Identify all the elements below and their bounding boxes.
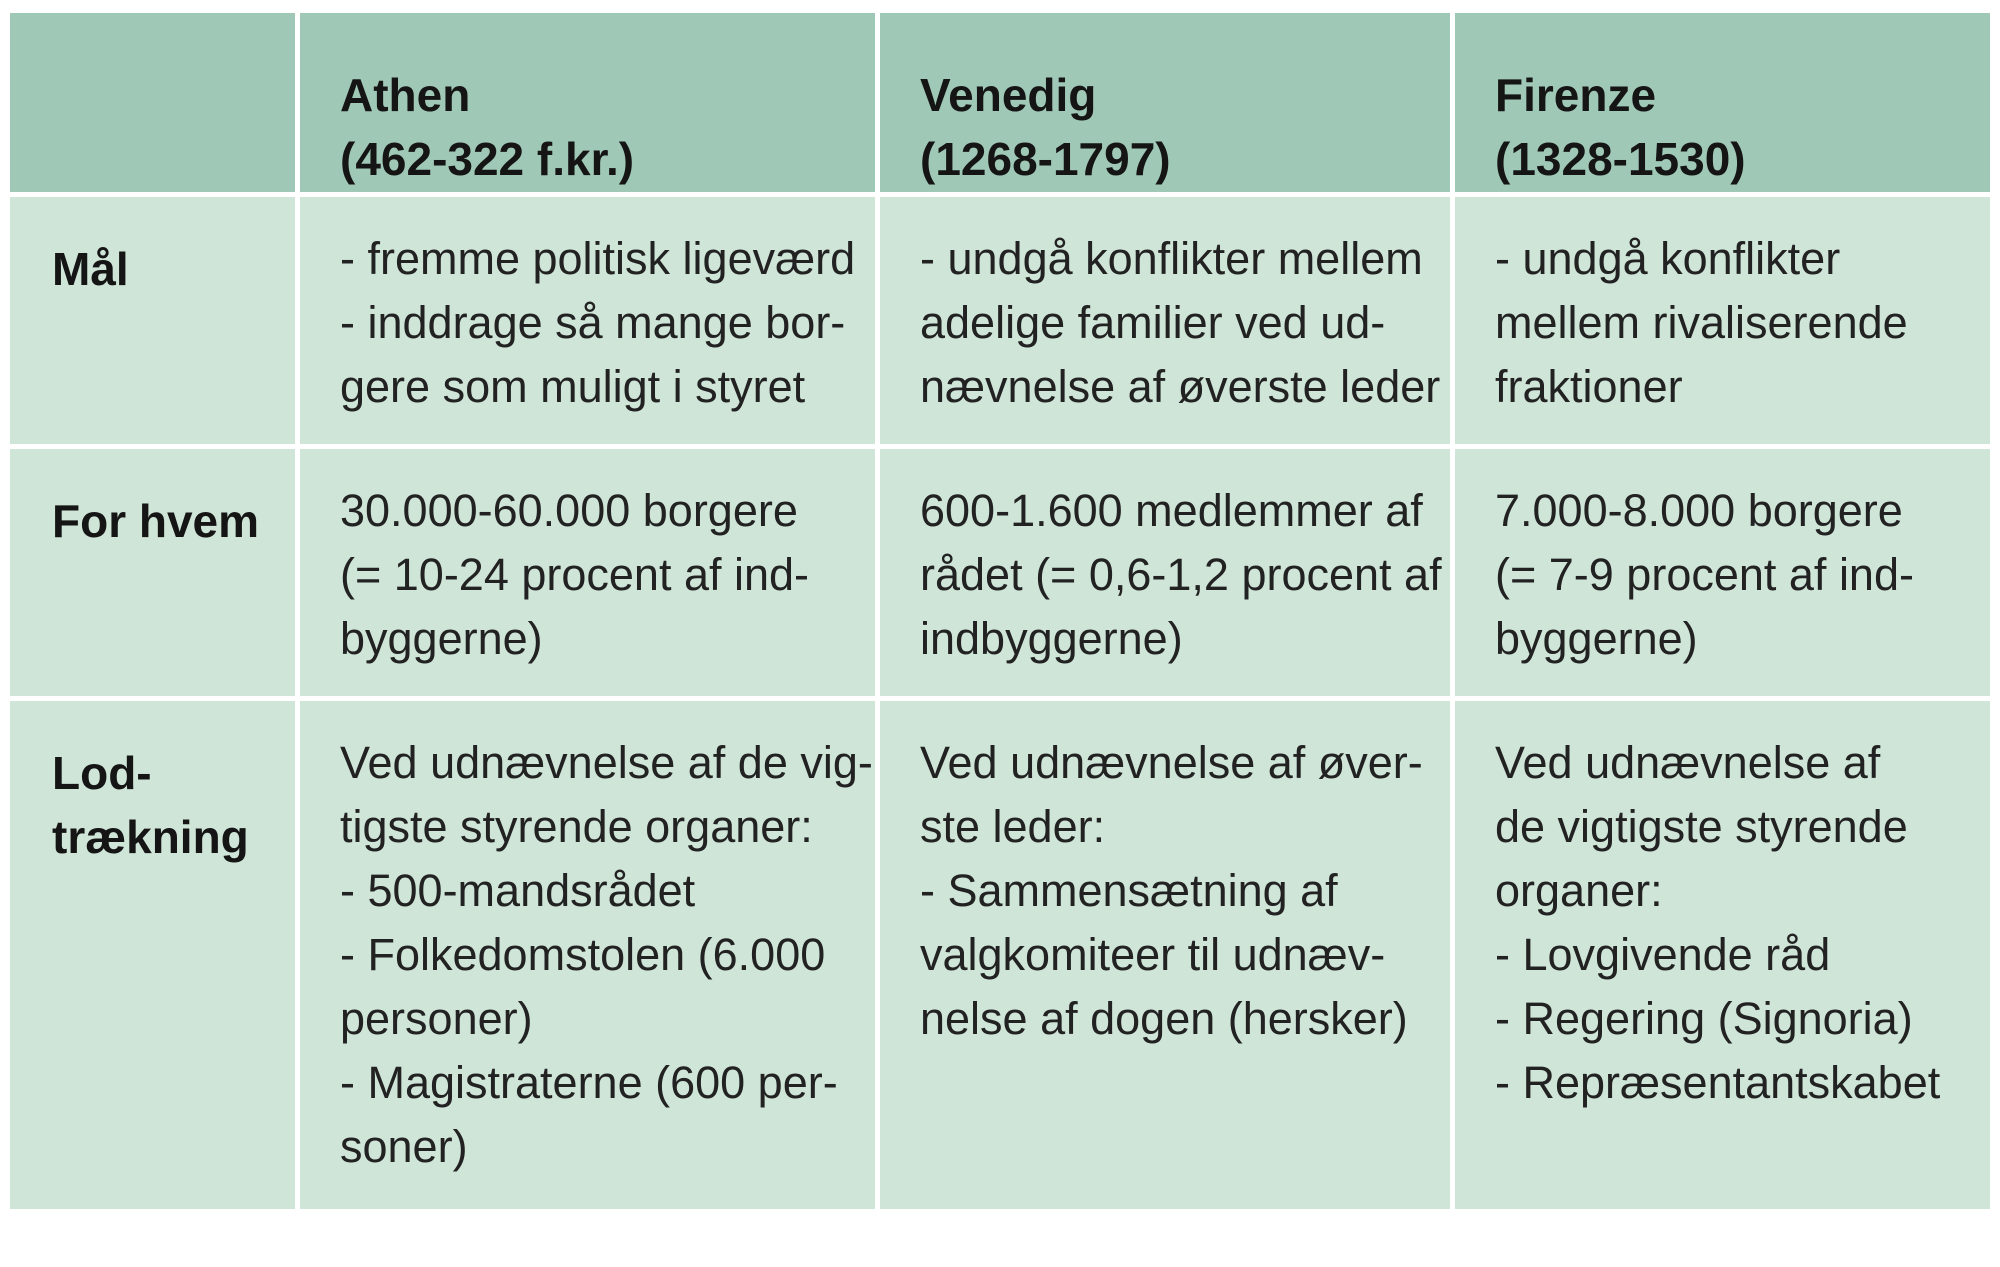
cell-line: soner): [340, 1121, 468, 1172]
header-cell-venedig: [880, 13, 1455, 197]
cell-line: - fremme politisk ligeværd: [340, 233, 856, 284]
cell-line: - Regering (Signoria): [1495, 993, 1913, 1044]
cell-line: gere som muligt i styret: [340, 361, 806, 412]
header-period: (1268-1797): [920, 133, 1171, 185]
cell-lodtraekning-venedig: [880, 701, 1455, 1209]
cell-line: - Magistraterne (600 per-: [340, 1057, 838, 1108]
cell-line: - Sammensætning af: [920, 865, 1338, 916]
cell-for-hvem-firenze: [1455, 449, 1990, 701]
cell-line: adelige familier ved ud-: [920, 297, 1386, 348]
header-name: Athen: [340, 69, 471, 121]
row-label-maal: [10, 197, 300, 449]
header-name: Firenze: [1495, 69, 1657, 121]
cell-for-hvem-athen: [300, 449, 880, 701]
row-label-for-hvem: [10, 449, 300, 701]
header-corner-cell: [10, 13, 300, 197]
cell-line: - Repræsentantskabet: [1495, 1057, 1941, 1108]
cell-line: indbyggerne): [920, 613, 1183, 664]
cell-line: valgkomiteer til udnæv-: [920, 929, 1386, 980]
cell-line: byggerne): [1495, 613, 1698, 664]
header-cell-firenze: [1455, 13, 1990, 197]
cell-line: - undgå konflikter mellem: [920, 233, 1423, 284]
cell-maal-athen: [300, 197, 880, 449]
cell-line: nævnelse af øverste leder: [920, 361, 1441, 412]
cell-line: 600-1.600 medlemmer af: [920, 485, 1423, 536]
row-label-line: Lod-: [52, 747, 152, 799]
cell-line: Ved udnævnelse af de vig-: [340, 737, 873, 788]
row-label-line: trækning: [52, 811, 249, 863]
cell-line: - inddrage så mange bor-: [340, 297, 846, 348]
cell-maal-firenze: [1455, 197, 1990, 449]
cell-line: Ved udnævnelse af: [1495, 737, 1881, 788]
header-period: (462-322 f.kr.): [340, 133, 635, 185]
cell-line: - Lovgivende råd: [1495, 929, 1831, 980]
cell-line: Ved udnævnelse af øver-: [920, 737, 1423, 788]
row-label-line: For hvem: [52, 495, 260, 547]
header-name: Venedig: [920, 69, 1097, 121]
header-period: (1328-1530): [1495, 133, 1746, 185]
cell-line: (= 7-9 procent af ind-: [1495, 549, 1914, 600]
cell-for-hvem-venedig: [880, 449, 1455, 701]
cell-line: ste leder:: [920, 801, 1106, 852]
cell-lodtraekning-firenze: [1455, 701, 1990, 1209]
cell-line: de vigtigste styrende: [1495, 801, 1908, 852]
cell-line: - Folkedomstolen (6.000: [340, 929, 826, 980]
cell-line: rådet (= 0,6-1,2 procent af: [920, 549, 1442, 600]
cell-line: fraktioner: [1495, 361, 1683, 412]
cell-line: nelse af dogen (hersker): [920, 993, 1408, 1044]
cell-line: - undgå konflikter: [1495, 233, 1841, 284]
cell-line: (= 10-24 procent af ind-: [340, 549, 810, 600]
cell-maal-venedig: [880, 197, 1455, 449]
cell-line: mellem rivaliserende: [1495, 297, 1908, 348]
cell-line: organer:: [1495, 865, 1663, 916]
row-label-line: Mål: [52, 243, 129, 295]
cell-line: byggerne): [340, 613, 543, 664]
cell-line: - 500-mandsrådet: [340, 865, 696, 916]
cell-line: 30.000-60.000 borgere: [340, 485, 798, 536]
row-label-lodtraekning: [10, 701, 300, 1209]
cell-lodtraekning-athen: [300, 701, 880, 1209]
cell-line: tigste styrende organer:: [340, 801, 813, 852]
cell-line: 7.000-8.000 borgere: [1495, 485, 1903, 536]
header-cell-athen: [300, 13, 880, 197]
comparison-table: [10, 13, 1990, 1209]
cell-line: personer): [340, 993, 533, 1044]
